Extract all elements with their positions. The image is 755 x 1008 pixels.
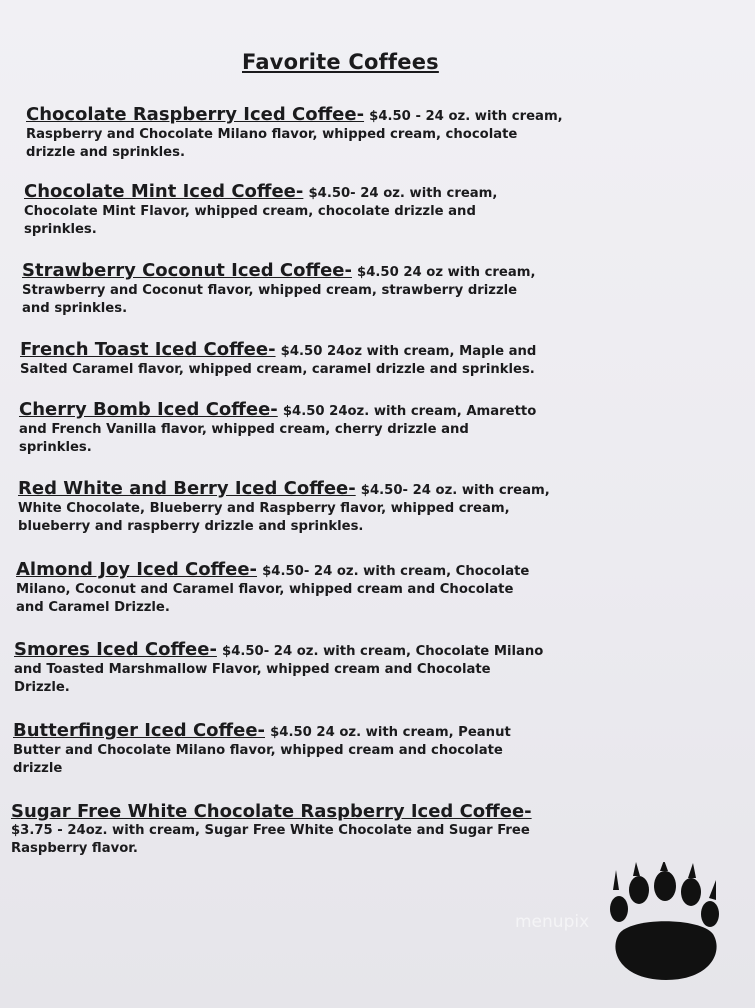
menu-item [13, 720, 713, 778]
item-price: $4.50 24oz. with cream, Amaretto [282, 404, 537, 419]
item-name: Butterfinger Iced Coffee- [13, 720, 265, 741]
menu-item [18, 478, 718, 536]
item-name: Cherry Bomb Iced Coffee- [19, 399, 278, 420]
item-name: Chocolate Mint Iced Coffee- [24, 181, 304, 202]
page-title: Favorite Coffees [242, 50, 439, 74]
item-description: drizzle and sprinkles. [26, 145, 185, 160]
menu-item [11, 801, 711, 858]
bear-paw-icon [600, 862, 730, 992]
item-description: drizzle [13, 761, 63, 776]
item-name: Chocolate Raspberry Iced Coffee- [26, 104, 365, 125]
item-price: $4.50- 24 oz. with cream, Chocolate Milano [222, 644, 544, 659]
item-description: and sprinkles. [22, 301, 128, 316]
item-description: Raspberry flavor. [11, 841, 138, 856]
item-description: Raspberry and Chocolate Milano flavor, whipped cream, chocolate [26, 127, 518, 142]
item-name: Red White and Berry Iced Coffee- [18, 478, 356, 499]
item-description: sprinkles. [24, 222, 97, 237]
item-description: White Chocolate, Blueberry and Raspberry flavor, whipped cream, [18, 501, 510, 516]
item-description: Salted Caramel flavor, whipped cream, caramel drizzle and sprinkles. [20, 362, 535, 377]
menu-item [24, 181, 724, 239]
menu-item [14, 639, 714, 697]
item-price: $4.50 24 oz. with cream, Peanut [270, 725, 511, 740]
watermark: menupix [515, 912, 590, 932]
item-name: Strawberry Coconut Iced Coffee- [22, 260, 352, 281]
item-price: $4.50- 24 oz. with cream, [308, 186, 498, 201]
item-name: Smores Iced Coffee- [14, 639, 217, 660]
item-price: $4.50 24oz with cream, Maple and [280, 344, 537, 359]
item-price: $4.50 24 oz with cream, [357, 265, 536, 280]
item-name: Almond Joy Iced Coffee- [16, 559, 258, 580]
item-description: $3.75 - 24oz. with cream, Sugar Free White Chocolate and Sugar Free [11, 823, 530, 838]
item-description: and Caramel Drizzle. [16, 600, 170, 615]
menu-item [16, 559, 716, 617]
item-description: blueberry and raspberry drizzle and sprinkles. [18, 519, 364, 534]
menu-item [26, 104, 726, 162]
item-price: $4.50- 24 oz. with cream, [360, 483, 550, 498]
item-description: Strawberry and Coconut flavor, whipped cream, strawberry drizzle [22, 283, 518, 298]
menu-item [19, 399, 719, 457]
item-description: sprinkles. [19, 440, 92, 455]
item-description: Chocolate Mint Flavor, whipped cream, chocolate drizzle and [24, 204, 476, 219]
item-description: Milano, Coconut and Caramel flavor, whipped cream and Chocolate [16, 582, 514, 597]
item-price: $4.50 - 24 oz. with cream, [369, 109, 563, 124]
item-price: $4.50- 24 oz. with cream, Chocolate [262, 564, 530, 579]
item-description: Drizzle. [14, 680, 70, 695]
item-description: Butter and Chocolate Milano flavor, whipped cream and chocolate [13, 743, 503, 758]
menu-item [22, 260, 722, 318]
item-name: French Toast Iced Coffee- [20, 339, 276, 360]
item-description: and French Vanilla flavor, whipped cream, cherry drizzle and [19, 422, 469, 437]
menu-item [20, 339, 720, 379]
item-description: and Toasted Marshmallow Flavor, whipped cream and Chocolate [14, 662, 491, 677]
item-name: Sugar Free White Chocolate Raspberry Iced Coffee- [11, 801, 532, 822]
